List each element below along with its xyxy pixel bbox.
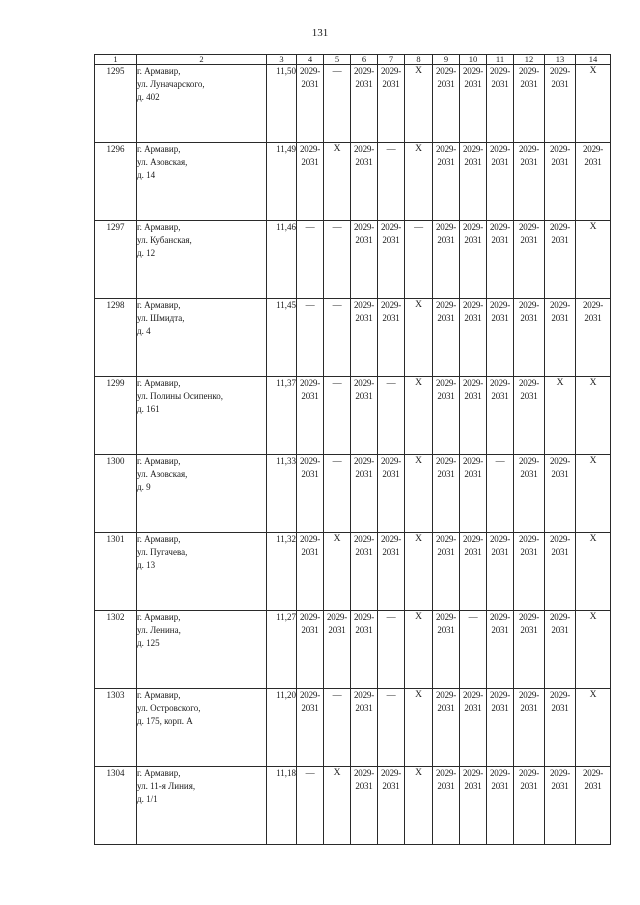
period-cell: 2029- 2031 — [460, 767, 487, 845]
column-number-5: 5 — [324, 55, 351, 65]
column-number-4: 4 — [297, 55, 324, 65]
period-cell: — — [324, 455, 351, 533]
table-row — [95, 299, 611, 377]
period-cell: 2029- 2031 — [351, 299, 378, 377]
period-cell: 2029- 2031 — [514, 611, 545, 689]
column-number-2: 2 — [137, 55, 267, 65]
period-cell: 2029- 2031 — [576, 299, 611, 377]
period-cell: 2029- 2031 — [576, 143, 611, 221]
period-cell: 2029- 2031 — [545, 689, 576, 767]
period-cell: — — [378, 689, 405, 767]
period-cell: 2029- 2031 — [433, 221, 460, 299]
period-cell: 2029- 2031 — [378, 299, 405, 377]
value-cell: 11,37 — [267, 377, 297, 455]
period-cell: X — [576, 533, 611, 611]
period-cell: 2029- 2031 — [460, 689, 487, 767]
period-cell: X — [324, 533, 351, 611]
row-number: 1304 — [95, 767, 137, 845]
period-cell: 2029- 2031 — [351, 611, 378, 689]
period-cell: 2029- 2031 — [576, 767, 611, 845]
period-cell: X — [405, 689, 433, 767]
period-cell: 2029- 2031 — [460, 221, 487, 299]
period-cell: 2029- 2031 — [545, 611, 576, 689]
period-cell: 2029- 2031 — [351, 455, 378, 533]
period-cell: 2029- 2031 — [433, 377, 460, 455]
period-cell: X — [405, 377, 433, 455]
period-cell: X — [576, 611, 611, 689]
period-cell: 2029- 2031 — [460, 377, 487, 455]
period-cell: X — [405, 143, 433, 221]
period-cell: X — [324, 143, 351, 221]
period-cell: — — [460, 611, 487, 689]
period-cell: 2029- 2031 — [514, 299, 545, 377]
column-number-11: 11 — [487, 55, 514, 65]
row-number: 1298 — [95, 299, 137, 377]
column-number-13: 13 — [545, 55, 576, 65]
period-cell: X — [545, 377, 576, 455]
period-cell: — — [297, 221, 324, 299]
value-cell: 11,45 — [267, 299, 297, 377]
column-number-12: 12 — [514, 55, 545, 65]
row-number: 1300 — [95, 455, 137, 533]
period-cell: 2029- 2031 — [487, 377, 514, 455]
table-row — [95, 689, 611, 767]
period-cell: 2029- 2031 — [487, 143, 514, 221]
period-cell: X — [576, 455, 611, 533]
period-cell: 2029- 2031 — [545, 143, 576, 221]
period-cell: 2029- 2031 — [487, 533, 514, 611]
period-cell: 2029- 2031 — [487, 689, 514, 767]
period-cell: 2029- 2031 — [514, 767, 545, 845]
period-cell: X — [405, 767, 433, 845]
period-cell: X — [405, 455, 433, 533]
value-cell: 11,33 — [267, 455, 297, 533]
period-cell: X — [405, 299, 433, 377]
period-cell: 2029- 2031 — [433, 143, 460, 221]
period-cell: 2029- 2031 — [324, 611, 351, 689]
period-cell: — — [405, 221, 433, 299]
period-cell: 2029- 2031 — [460, 65, 487, 143]
value-cell: 11,32 — [267, 533, 297, 611]
period-cell: X — [324, 767, 351, 845]
address-cell: г. Армавир, ул. Ленина, д. 125 — [137, 611, 267, 689]
column-number-14: 14 — [576, 55, 611, 65]
row-number: 1297 — [95, 221, 137, 299]
period-cell: 2029- 2031 — [460, 143, 487, 221]
period-cell: 2029- 2031 — [514, 533, 545, 611]
period-cell: 2029- 2031 — [297, 65, 324, 143]
period-cell: 2029- 2031 — [487, 767, 514, 845]
table-row — [95, 377, 611, 455]
period-cell: 2029- 2031 — [433, 65, 460, 143]
row-number: 1296 — [95, 143, 137, 221]
value-cell: 11,18 — [267, 767, 297, 845]
period-cell: 2029- 2031 — [378, 533, 405, 611]
period-cell: — — [324, 65, 351, 143]
period-cell: 2029- 2031 — [297, 611, 324, 689]
address-cell: г. Армавир, ул. 11-я Линия, д. 1/1 — [137, 767, 267, 845]
table-row — [95, 611, 611, 689]
period-cell: 2029- 2031 — [351, 221, 378, 299]
register-table — [94, 54, 611, 845]
column-number-7: 7 — [378, 55, 405, 65]
period-cell: X — [576, 221, 611, 299]
page-number: 131 — [311, 27, 329, 39]
period-cell: X — [405, 611, 433, 689]
period-cell: 2029- 2031 — [433, 689, 460, 767]
period-cell: X — [576, 377, 611, 455]
address-cell: г. Армавир, ул. Азовская, д. 14 — [137, 143, 267, 221]
period-cell: 2029- 2031 — [460, 533, 487, 611]
period-cell: 2029- 2031 — [351, 767, 378, 845]
period-cell: 2029- 2031 — [545, 455, 576, 533]
period-cell: 2029- 2031 — [297, 455, 324, 533]
period-cell: 2029- 2031 — [487, 611, 514, 689]
period-cell: 2029- 2031 — [297, 533, 324, 611]
period-cell: 2029- 2031 — [545, 65, 576, 143]
row-number: 1295 — [95, 65, 137, 143]
period-cell: 2029- 2031 — [514, 455, 545, 533]
address-cell: г. Армавир, ул. Луначарского, д. 402 — [137, 65, 267, 143]
table-row — [95, 767, 611, 845]
row-number: 1302 — [95, 611, 137, 689]
header-row — [95, 55, 611, 65]
period-cell: 2029- 2031 — [378, 221, 405, 299]
period-cell: — — [378, 377, 405, 455]
period-cell: — — [324, 689, 351, 767]
period-cell: 2029- 2031 — [487, 221, 514, 299]
period-cell: — — [487, 455, 514, 533]
period-cell: 2029- 2031 — [545, 221, 576, 299]
address-cell: г. Армавир, ул. Островского, д. 175, корп. А — [137, 689, 267, 767]
period-cell: — — [378, 143, 405, 221]
address-cell: г. Армавир, ул. Шмидта, д. 4 — [137, 299, 267, 377]
period-cell: X — [405, 65, 433, 143]
column-number-10: 10 — [460, 55, 487, 65]
period-cell: — — [378, 611, 405, 689]
period-cell: 2029- 2031 — [545, 767, 576, 845]
period-cell: 2029- 2031 — [433, 455, 460, 533]
period-cell: — — [324, 299, 351, 377]
value-cell: 11,20 — [267, 689, 297, 767]
period-cell: — — [324, 221, 351, 299]
column-number-8: 8 — [405, 55, 433, 65]
period-cell: 2029- 2031 — [297, 143, 324, 221]
value-cell: 11,46 — [267, 221, 297, 299]
period-cell: 2029- 2031 — [351, 377, 378, 455]
period-cell: X — [576, 689, 611, 767]
period-cell: 2029- 2031 — [351, 533, 378, 611]
period-cell: 2029- 2031 — [378, 455, 405, 533]
table-row — [95, 221, 611, 299]
period-cell: 2029- 2031 — [460, 455, 487, 533]
period-cell: 2029- 2031 — [545, 299, 576, 377]
period-cell: X — [576, 65, 611, 143]
value-cell: 11,27 — [267, 611, 297, 689]
table-row — [95, 533, 611, 611]
table-row — [95, 65, 611, 143]
column-number-6: 6 — [351, 55, 378, 65]
table-row — [95, 455, 611, 533]
period-cell: 2029- 2031 — [433, 611, 460, 689]
period-cell: 2029- 2031 — [545, 533, 576, 611]
period-cell: 2029- 2031 — [460, 299, 487, 377]
period-cell: 2029- 2031 — [487, 299, 514, 377]
period-cell: 2029- 2031 — [378, 767, 405, 845]
period-cell: — — [297, 767, 324, 845]
period-cell: 2029- 2031 — [378, 65, 405, 143]
period-cell: 2029- 2031 — [351, 143, 378, 221]
value-cell: 11,49 — [267, 143, 297, 221]
column-number-9: 9 — [433, 55, 460, 65]
row-number: 1303 — [95, 689, 137, 767]
period-cell: 2029- 2031 — [514, 221, 545, 299]
period-cell: 2029- 2031 — [351, 65, 378, 143]
period-cell: 2029- 2031 — [351, 689, 378, 767]
value-cell: 11,50 — [267, 65, 297, 143]
period-cell: 2029- 2031 — [433, 767, 460, 845]
address-cell: г. Армавир, ул. Пугачева, д. 13 — [137, 533, 267, 611]
row-number: 1299 — [95, 377, 137, 455]
column-number-1: 1 — [95, 55, 137, 65]
period-cell: 2029- 2031 — [297, 689, 324, 767]
address-cell: г. Армавир, ул. Кубанская, д. 12 — [137, 221, 267, 299]
address-cell: г. Армавир, ул. Азовская, д. 9 — [137, 455, 267, 533]
period-cell: — — [297, 299, 324, 377]
address-cell: г. Армавир, ул. Полины Осипенко, д. 161 — [137, 377, 267, 455]
table-row — [95, 143, 611, 221]
period-cell: 2029- 2031 — [514, 689, 545, 767]
period-cell: 2029- 2031 — [514, 65, 545, 143]
period-cell: 2029- 2031 — [514, 377, 545, 455]
period-cell: 2029- 2031 — [514, 143, 545, 221]
period-cell: X — [405, 533, 433, 611]
period-cell: 2029- 2031 — [297, 377, 324, 455]
period-cell: 2029- 2031 — [433, 299, 460, 377]
column-number-3: 3 — [267, 55, 297, 65]
period-cell: 2029- 2031 — [487, 65, 514, 143]
period-cell: 2029- 2031 — [433, 533, 460, 611]
row-number: 1301 — [95, 533, 137, 611]
period-cell: — — [324, 377, 351, 455]
